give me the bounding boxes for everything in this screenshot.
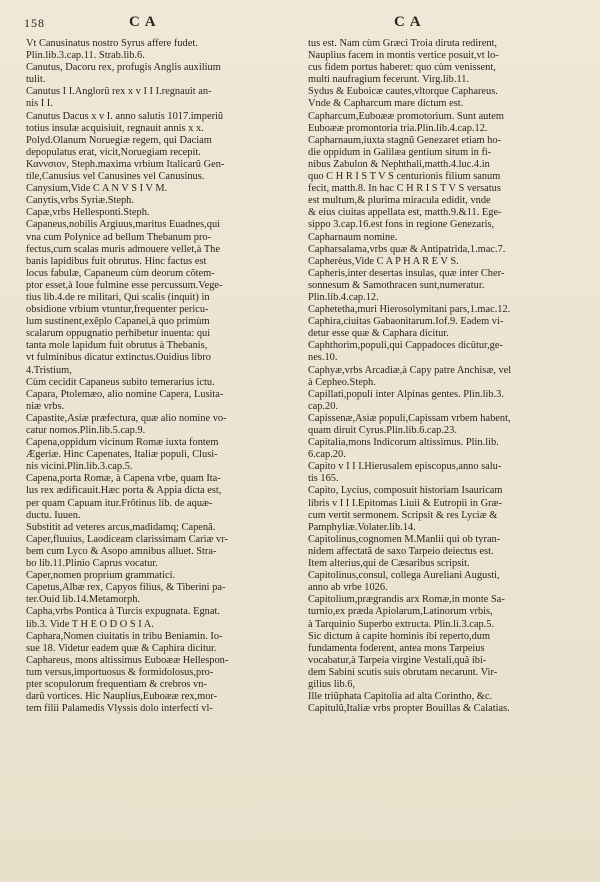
right-running-head: C A <box>394 14 422 30</box>
text-line: Capitolinus,cognomen M.Manlii qui ob tyran- <box>308 533 501 545</box>
text-line: depopulatus erat, vicit,Noruegiam recepit. <box>26 146 201 158</box>
text-line: Capissenæ,Asiæ populi,Capissam vrbem habent, <box>308 412 511 424</box>
text-line: catur nomos.Plin.lib.5.cap.9. <box>26 425 146 436</box>
text-line: Caphyæ,vrbs Arcadiæ,à Capy patre Anchisæ, vel <box>308 364 512 376</box>
text-line: Canutus I I.Anglorũ rex x v I I I.regnauit an- <box>26 86 212 98</box>
text-line: Capara, Ptolemæo, alio nomine Capera, Lusita- <box>26 388 224 400</box>
text-line: Capherèus,Vide C A P H A R E V S. <box>308 255 459 267</box>
text-line: Nauplius facem in montis vertice posuit,vt lo- <box>308 50 499 62</box>
text-line: est multum,& plurima miracula edidit, vnde <box>308 195 491 207</box>
text-line: Caphara,Nomen ciuitatis in tribu Beniamin. Io- <box>26 630 223 642</box>
text-line: detur esse quæ & Caphara dicitur. <box>308 328 449 340</box>
text-line: cap.20. <box>308 400 339 412</box>
text-line: Capha,vrbs Pontica à Turcis expugnata. Egnat. <box>26 606 220 618</box>
text-line: & eius ciuitas appellata est, matth.9.&11. Ege- <box>308 207 502 219</box>
text-line: totius insulæ acquisiuit, regnauit annis x x. <box>26 122 204 134</box>
text-line: tem filii Palamedis Vlyssis dolo interfecti vl- <box>26 703 213 715</box>
text-line: vt fulminibus dicatur extinctus.Ouidius libro <box>26 352 211 364</box>
text-line: cus fidem portus haberet: quo cùm venissent, <box>308 62 496 74</box>
text-line: Capharcum,Euboææ promotorium. Sunt autem <box>308 110 504 122</box>
text-line: Capheris,inter desertas insulas, quæ inter Cher- <box>308 267 505 279</box>
text-line: Capito v I I I.Hierusalem episcopus,anno salu- <box>308 461 502 473</box>
text-line: Capillati,populi inter Alpinas gentes. Plin.lib.3. <box>308 388 504 400</box>
text-line: pter scopulorum frequentiam & crebros vn- <box>26 678 207 690</box>
right-column <box>308 38 576 715</box>
text-line: Pamphyliæ.Volater.lib.14. <box>308 521 416 533</box>
text-line: lus rex ædificauit.Hæc porta & Appia dicta est, <box>26 485 222 497</box>
text-line: nis I I. <box>26 98 53 110</box>
text-line: Euboææ promontoria tria.Plin.lib.4.cap.12. <box>308 122 488 134</box>
text-line: ptor esset,à Ioue fulmine esse percussum.Vege- <box>26 279 223 291</box>
text-line: Canutus, Dacoru rex, profugis Anglis auxilium <box>26 62 221 74</box>
text-line: 6.cap.20. <box>308 449 346 461</box>
text-line: obsidione vrbium vtuntur,frequenter pericu- <box>26 304 209 316</box>
text-line: gilius lib.6, <box>308 678 356 690</box>
text-line: vocabatur,à Tarpeia virgine Vestali,quã ibi- <box>308 654 487 666</box>
text-line: Plin.lib.3.cap.11. Strab.lib.6. <box>26 50 145 62</box>
text-line: Capitolium,prægrandis arx Romæ,in monte Sa- <box>308 594 505 606</box>
text-line: 4.Tristium, <box>26 364 72 376</box>
text-line: niæ vrbs. <box>26 400 65 412</box>
text-line: turnio,ex præda Apiolarum,Latinorum vrbis, <box>308 606 493 618</box>
text-line: fundamenta foderent, antea mons Tarpeius <box>308 642 485 654</box>
text-line: Canutus Dacus x v I. anno salutis 1017.imperiũ <box>26 110 224 122</box>
text-line: Capena,porta Romæ, à Capena vrbe, quam Ita- <box>26 473 221 485</box>
text-line: Capitulũ,Italiæ vrbs propter Bouillas & Calatias. <box>308 703 510 715</box>
text-line: Capitolinus,consul, collega Aureliani Augusti, <box>308 570 500 582</box>
text-line: Capetus,Albæ rex, Capyos filius, & Tiberini pa- <box>26 582 226 594</box>
text-line: sonnesum & Samothracen sunt,numeratur. <box>308 279 485 291</box>
text-line: locus fabulæ, Capaneum cùm deorum cõtem- <box>26 267 215 279</box>
text-line: Sic dictum à capite hominis ibi reperto,dum <box>308 630 491 642</box>
text-line: lib.3. Vide T H E O D O S I A. <box>26 618 154 630</box>
left-column <box>26 38 294 715</box>
text-line: nibus Zabulon & Nephthali,matth.4.luc.4.in <box>308 158 490 170</box>
text-line: nes.10. <box>308 352 338 364</box>
text-line: lum sustinent,exẽplo Capanei,à quo primùm <box>26 316 210 328</box>
text-line: nis vicini.Plin.lib.3.cap.5. <box>26 461 133 473</box>
page-header <box>24 14 576 36</box>
text-line: tile,Canusius vel Canusines vel Canusinus. <box>26 171 205 183</box>
text-line: Capaneus,nobilis Argiuus,maritus Euadnes,qui <box>26 219 221 231</box>
text-line: tulit. <box>26 74 46 86</box>
text-line: Ille triũphata Capitolia ad alta Corintho, &c. <box>308 691 493 703</box>
text-line: quam diruit Cyrus.Plin.lib.6.cap.23. <box>308 425 457 436</box>
text-line: anno ab vrbe 1026. <box>308 582 388 594</box>
text-line: Caper,fluuius, Laodiceam clarissimam Cariæ vr- <box>26 533 228 545</box>
text-line: scalarum oppugnatio perhibetur inuenta: qui <box>26 328 211 340</box>
text-line: Caphetetha,muri Hierosolymitani pars,1.mac.12. <box>308 304 511 316</box>
text-line: bo lib.11.Plinio Caprus vocatur. <box>26 558 158 570</box>
text-line: ter.Ouid lib.14.Metamorph. <box>26 594 140 606</box>
text-line: Item alterius,qui de Cæsaribus scripsit. <box>308 558 470 570</box>
text-line: banis lapidibus fuit obrutus. Hinc factus est <box>26 255 207 267</box>
text-line: sue 18. Videtur eadem quæ & Caphira dicitur. <box>26 642 217 654</box>
text-line: Καννσιον, Steph.maxima vrbium Italicarũ Gen- <box>26 158 225 170</box>
text-line: Vt Canusinatus nostro Syrus affere fudet. <box>26 38 198 49</box>
text-line: ductu. Iuuen. <box>26 509 81 521</box>
text-line: Capitalia,mons Indicorum altissimus. Plin.lib. <box>308 437 499 449</box>
page-number: 158 <box>24 16 45 30</box>
text-line: Capharsalama,vrbs quæ & Antipatrida,1.mac.7. <box>308 243 506 255</box>
text-line: à Tarquinio Superbo extructa. Plin.li.3.cap.5. <box>308 618 495 630</box>
text-line: à Cepheo.Steph. <box>308 376 376 388</box>
text-line: Capastite,Asiæ præfectura, quæ alio nomine vo- <box>26 412 227 424</box>
text-line: Sydus & Euboicæ cautes,vltorque Caphareus. <box>308 86 498 98</box>
text-line: Capharnaum nomine. <box>308 231 398 243</box>
text-line: tum versus,importuosus & formidolosus,pro- <box>26 666 214 678</box>
text-line: Vnde & Capharcum mare dictum est. <box>308 98 464 110</box>
text-line: quo C H R I S T V S centurionis filium sanum <box>308 171 501 183</box>
text-line: dem Sabini scutis suis obrutam necarunt. Vir- <box>308 666 498 678</box>
text-line: Polyd.Olanum Noruegiæ regem, qui Daciam <box>26 134 212 146</box>
text-line: Canysium,Vide C A N V S I V M. <box>26 183 168 195</box>
text-line: sippo 3.cap.16.est fons in regione Genezaris, <box>308 219 495 231</box>
text-line: Capito, Lycius, composuit historiam Isauricam <box>308 485 503 497</box>
text-line: bem cum Lyco & Asopo amnibus alluet. Stra- <box>26 545 217 557</box>
text-line: tius lib.4.de re militari, Qui scalis (inquit) in <box>26 291 210 303</box>
text-line: Caper,nomen proprium grammatici. <box>26 570 176 582</box>
text-line: Caphira,ciuitas Gabaonitarum.Iof.9. Eadem vi- <box>308 316 504 328</box>
text-line: tus est. Nam cùm Græci Troia diruta redirent, <box>308 38 498 49</box>
text-line: tanta mole lapidum fuit obrutus à Thebanis, <box>26 340 208 352</box>
text-line: per quam Capuam itur.Frõtinus lib. de aquæ- <box>26 497 213 509</box>
text-line: Cùm cecidit Capaneus subito temerarius ictu. <box>26 376 215 388</box>
text-line: vna cum Polynice ad bellum Thebanum pro- <box>26 231 212 243</box>
text-line: multi naufragium fecerunt. Virg.lib.11. <box>308 74 470 86</box>
left-running-head: C A <box>129 14 157 30</box>
text-line: Capharnaum,iuxta stagnũ Genezaret etiam ho- <box>308 134 502 146</box>
text-line: Caphthorim,populi,qui Cappadoces dicütur,ge- <box>308 340 503 352</box>
text-line: Ægeriæ. Hinc Capenates, Italiæ populi, Clusi- <box>26 449 218 461</box>
text-line: Substitit ad veteres arcus,madidamq; Capenã. <box>26 521 216 533</box>
text-line: Capæ,vrbs Hellesponti.Steph. <box>26 207 150 219</box>
text-line: nidem affectatã de saxo Tarpeio deiectus est. <box>308 545 494 557</box>
text-line: die oppidum in Galilæa gentium situm in fi- <box>308 146 492 158</box>
text-line: fecit, matth.8. In hac C H R I S T V S versatus <box>308 183 501 195</box>
text-line: fectus,cum scalas muris admouere vellet,à The <box>26 243 220 255</box>
text-line: cum vertit sermonem. Scripsit & res Lyciæ & <box>308 509 498 521</box>
text-line: Plin.lib.4.cap.12. <box>308 291 379 303</box>
text-line: Caphareus, mons altissimus Euboææ Hellespon- <box>26 654 229 666</box>
text-line: libris v I I I.Epitomas Liuii & Eutropii in Græ- <box>308 497 502 509</box>
text-line: tis 165. <box>308 473 339 485</box>
text-line: darũ vortices. Hic Nauplius,Euboææ rex,mor- <box>26 691 218 703</box>
text-line: Canytis,vrbs Syriæ.Steph. <box>26 195 134 207</box>
text-line: Capena,oppidum vicinum Romæ iuxta fontem <box>26 437 219 449</box>
